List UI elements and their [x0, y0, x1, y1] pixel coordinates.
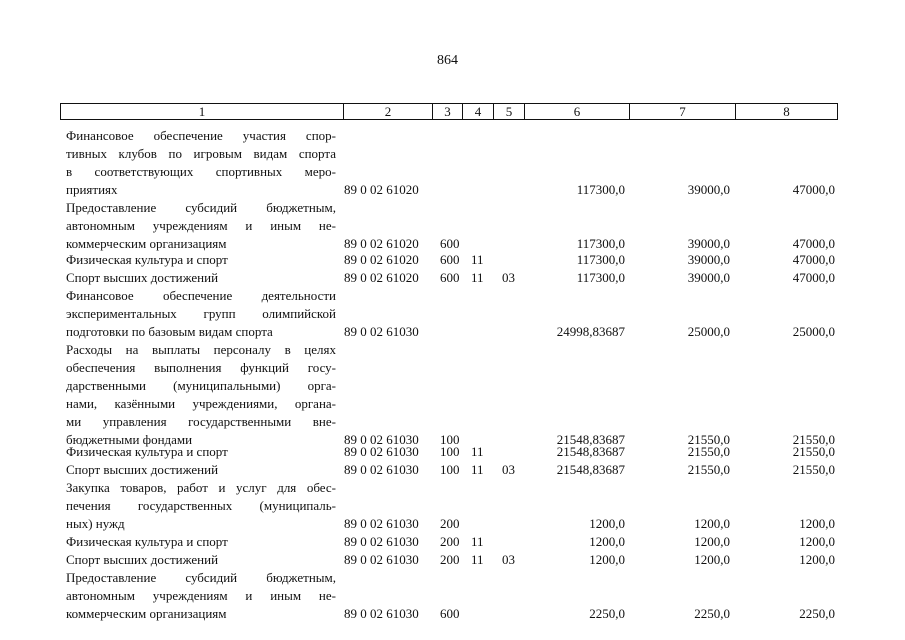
row-code: 89 0 02 61030	[344, 462, 419, 477]
row-name-line: печения государственных (муниципаль-	[66, 498, 336, 513]
row-name-line: приятиях	[66, 182, 118, 197]
row-value-6: 1200,0	[589, 516, 625, 531]
row-name-line: Спорт высших достижений	[66, 462, 219, 477]
header-cell-6: 6	[524, 104, 629, 119]
row-name-line: автономным учреждениям и иным не-	[66, 218, 336, 233]
row-value-6: 24998,83687	[556, 324, 625, 339]
row-value-7: 39000,0	[687, 252, 730, 267]
table-row	[0, 341, 905, 449]
table-row	[0, 269, 905, 287]
header-cell-1: 1	[198, 104, 206, 119]
row-code: 89 0 02 61030	[344, 606, 419, 621]
row-value-7: 25000,0	[687, 324, 730, 339]
row-name-line: Закупка товаров, работ и услуг для обес-	[66, 480, 336, 495]
row-col-4: 11	[471, 534, 484, 549]
row-name-line: Финансовое обеспечение участия спор-	[66, 128, 336, 143]
row-value-6: 1200,0	[589, 534, 625, 549]
table-row	[0, 443, 905, 461]
row-col-3: 200	[440, 552, 460, 567]
row-name-line: бюджетными фондами	[66, 432, 193, 447]
row-name-line: дарственными (муниципальными) орга-	[66, 378, 336, 393]
row-name-line: обеспечения выполнения функций госу-	[66, 360, 336, 375]
row-name-line: ных) нужд	[66, 516, 125, 531]
row-value-8: 1200,0	[799, 552, 835, 567]
table-row	[0, 251, 905, 269]
row-name	[66, 341, 336, 449]
row-value-7: 21550,0	[687, 462, 730, 477]
header-cell-8: 8	[735, 104, 837, 119]
row-value-8: 2250,0	[799, 606, 835, 621]
row-name-line: Физическая культура и спорт	[66, 534, 228, 549]
row-value-8: 21550,0	[792, 444, 835, 459]
row-value-7: 39000,0	[687, 182, 730, 197]
header-cell-3: 3	[432, 104, 462, 119]
row-name	[66, 199, 336, 253]
table-row	[0, 287, 905, 341]
row-name-line: ми управления государственными вне-	[66, 414, 336, 429]
page-number: 864	[437, 53, 458, 68]
row-col-3: 600	[440, 252, 460, 267]
row-name	[66, 251, 336, 269]
row-value-6: 117300,0	[576, 270, 625, 285]
row-col-4: 11	[471, 552, 484, 567]
row-value-8: 25000,0	[792, 324, 835, 339]
table-row	[0, 199, 905, 253]
row-col-5: 03	[502, 270, 515, 285]
row-col-4: 11	[471, 444, 484, 459]
row-col-3: 600	[440, 606, 460, 621]
header-cell-4: 4	[462, 104, 493, 119]
row-col-4: 11	[471, 252, 484, 267]
row-value-6: 117300,0	[576, 252, 625, 267]
row-value-8: 1200,0	[799, 516, 835, 531]
row-value-7: 1200,0	[694, 516, 730, 531]
row-code: 89 0 02 61030	[344, 516, 419, 531]
row-name	[66, 443, 336, 461]
row-name-line: Предоставление субсидий бюджетным,	[66, 570, 336, 585]
row-name-line: тивных клубов по игровым видам спорта	[66, 146, 336, 161]
row-value-6: 21548,83687	[556, 444, 625, 459]
header-cell-2: 2	[343, 104, 432, 119]
row-name	[66, 269, 336, 287]
row-name	[66, 127, 336, 199]
row-name-line: коммерческим организациям	[66, 236, 227, 251]
row-name-line: подготовки по базовым видам спорта	[66, 324, 273, 339]
row-code: 89 0 02 61020	[344, 252, 419, 267]
table-row	[0, 551, 905, 569]
table-row	[0, 479, 905, 533]
row-code: 89 0 02 61030	[344, 324, 419, 339]
row-name	[66, 287, 336, 341]
row-name-line: Финансовое обеспечение деятельности	[66, 288, 336, 303]
row-name	[66, 551, 336, 569]
row-value-7: 21550,0	[687, 432, 730, 447]
row-value-8: 21550,0	[792, 432, 835, 447]
row-col-3: 100	[440, 444, 460, 459]
row-name	[66, 461, 336, 479]
row-code: 89 0 02 61020	[344, 270, 419, 285]
row-name-line: коммерческим организациям	[66, 606, 227, 621]
row-code: 89 0 02 61030	[344, 534, 419, 549]
row-value-8: 47000,0	[792, 252, 835, 267]
row-name-line: Физическая культура и спорт	[66, 444, 228, 459]
row-col-4: 11	[471, 270, 484, 285]
table-header	[60, 103, 838, 120]
row-value-7: 1200,0	[694, 552, 730, 567]
row-value-7: 1200,0	[694, 534, 730, 549]
row-value-6: 117300,0	[576, 236, 625, 251]
row-name-line: Физическая культура и спорт	[66, 252, 228, 267]
table-row	[0, 127, 905, 199]
row-col-4: 11	[471, 462, 484, 477]
row-col-3: 200	[440, 534, 460, 549]
row-code: 89 0 02 61030	[344, 444, 419, 459]
row-col-3: 600	[440, 236, 460, 251]
row-name-line: Расходы на выплаты персоналу в целях	[66, 342, 336, 357]
row-name-line: в соответствующих спортивных меро-	[66, 164, 336, 179]
row-name-line: автономным учреждениям и иным не-	[66, 588, 336, 603]
row-col-3: 600	[440, 270, 460, 285]
row-col-3: 100	[440, 432, 460, 447]
row-value-8: 1200,0	[799, 534, 835, 549]
row-value-6: 1200,0	[589, 552, 625, 567]
row-col-5: 03	[502, 552, 515, 567]
row-name-line: Спорт высших достижений	[66, 270, 219, 285]
row-value-8: 47000,0	[792, 270, 835, 285]
row-name-line: нами, казёнными учреждениями, органа-	[66, 396, 336, 411]
row-col-3: 200	[440, 516, 460, 531]
row-name	[66, 533, 336, 551]
table-row	[0, 461, 905, 479]
table-row	[0, 533, 905, 551]
row-value-6: 117300,0	[576, 182, 625, 197]
header-cell-5: 5	[493, 104, 524, 119]
table-row	[0, 569, 905, 623]
row-name	[66, 569, 336, 623]
row-code: 89 0 02 61030	[344, 432, 419, 447]
row-value-6: 21548,83687	[556, 462, 625, 477]
row-name	[66, 479, 336, 533]
row-value-7: 2250,0	[694, 606, 730, 621]
row-name-line: Спорт высших достижений	[66, 552, 219, 567]
row-col-5: 03	[502, 462, 515, 477]
row-code: 89 0 02 61020	[344, 182, 419, 197]
row-value-8: 47000,0	[792, 182, 835, 197]
row-value-7: 21550,0	[687, 444, 730, 459]
row-name-line: экспериментальных групп олимпийской	[66, 306, 336, 321]
row-value-7: 39000,0	[687, 270, 730, 285]
row-value-6: 21548,83687	[556, 432, 625, 447]
row-value-7: 39000,0	[687, 236, 730, 251]
row-value-6: 2250,0	[589, 606, 625, 621]
row-value-8: 47000,0	[792, 236, 835, 251]
row-name-line: Предоставление субсидий бюджетным,	[66, 200, 336, 215]
row-value-8: 21550,0	[792, 462, 835, 477]
header-cell-7: 7	[629, 104, 735, 119]
row-code: 89 0 02 61020	[344, 236, 419, 251]
row-code: 89 0 02 61030	[344, 552, 419, 567]
row-col-3: 100	[440, 462, 460, 477]
